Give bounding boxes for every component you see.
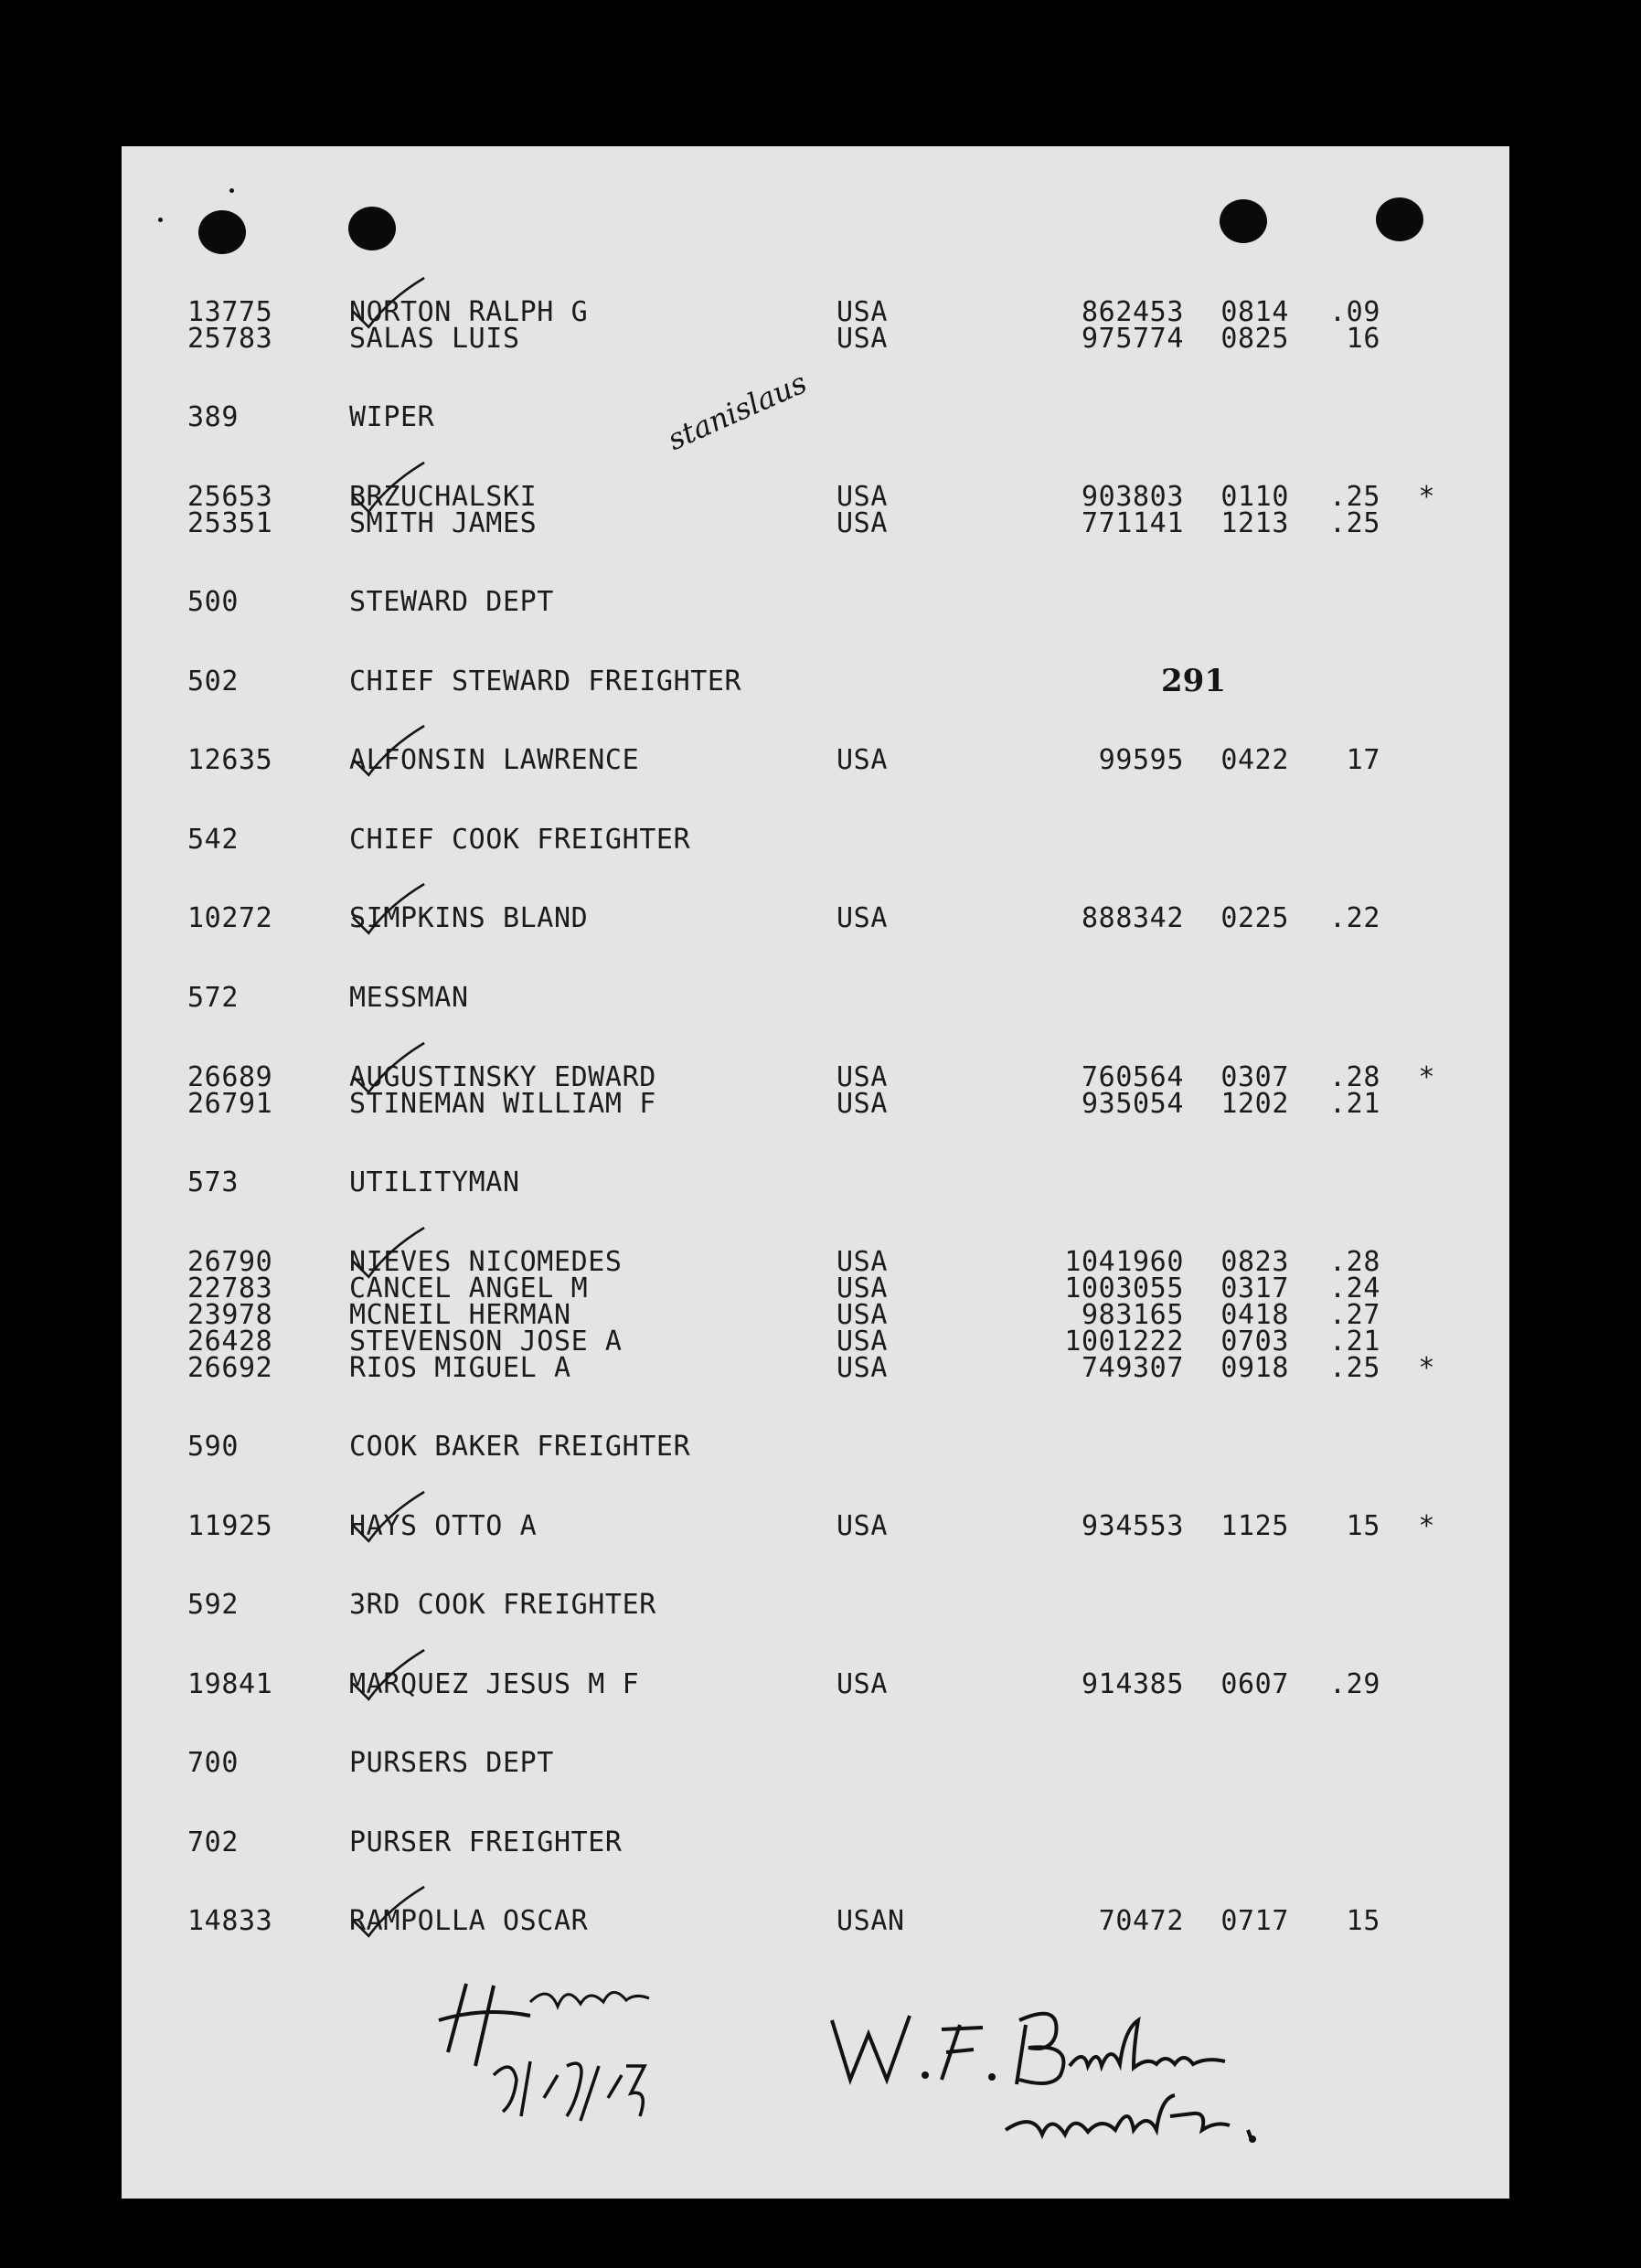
heading-title: 3RD COOK FREIGHTER xyxy=(349,1589,656,1621)
checkmark-icon xyxy=(338,1644,439,1704)
nationality: USA xyxy=(836,1326,888,1358)
rate-value: .25 xyxy=(1329,1352,1380,1384)
rate-value: 15 xyxy=(1346,1905,1380,1937)
entry-number: 26428 xyxy=(187,1326,273,1358)
crew-name: STINEMAN WILLIAM F xyxy=(349,1088,656,1120)
nationality: USAN xyxy=(836,1905,905,1937)
asterisk-mark: * xyxy=(1418,1352,1435,1384)
entry-number: 25653 xyxy=(187,481,273,513)
heading-title: COOK BAKER FREIGHTER xyxy=(349,1431,691,1463)
signature-smith xyxy=(430,1965,731,2139)
nationality: USA xyxy=(836,296,888,328)
document-id: 975774 xyxy=(1082,323,1184,355)
crew-name: MCNEIL HERMAN xyxy=(349,1299,571,1331)
entry-number: 22783 xyxy=(187,1272,273,1304)
checkmark-icon xyxy=(338,878,439,938)
rate-value: .28 xyxy=(1329,1246,1380,1278)
date-code: 1125 xyxy=(1220,1510,1289,1542)
entry-number: 26791 xyxy=(187,1088,273,1120)
crew-name: SIMPKINS BLAND xyxy=(349,902,589,934)
nationality: USA xyxy=(836,1088,888,1120)
crew-name: NIEVES NICOMEDES xyxy=(349,1246,623,1278)
entry-number: 26689 xyxy=(187,1061,273,1093)
date-code: 0823 xyxy=(1220,1246,1289,1278)
rate-value: .25 xyxy=(1329,507,1380,539)
date-code: 0307 xyxy=(1220,1061,1289,1093)
document-id: 983165 xyxy=(1082,1299,1184,1331)
document-id: 760564 xyxy=(1082,1061,1184,1093)
heading-title: PURSER FREIGHTER xyxy=(349,1826,623,1858)
page-stamp-number: 291 xyxy=(1161,663,1226,699)
rate-value: .25 xyxy=(1329,481,1380,513)
crew-name: STEVENSON JOSE A xyxy=(349,1326,623,1358)
document-id: 749307 xyxy=(1082,1352,1184,1384)
entry-number: 389 xyxy=(187,401,239,433)
entry-number: 700 xyxy=(187,1747,239,1779)
nationality: USA xyxy=(836,1246,888,1278)
entry-number: 26790 xyxy=(187,1246,273,1278)
date-code: 0317 xyxy=(1220,1272,1289,1304)
nationality: USA xyxy=(836,1352,888,1384)
document-id: 914385 xyxy=(1082,1668,1184,1700)
date-code: 0825 xyxy=(1220,323,1289,355)
crew-name: BRZUCHALSKI xyxy=(349,481,538,513)
entry-number: 25351 xyxy=(187,507,273,539)
date-code: 0814 xyxy=(1220,296,1289,328)
rate-value: 15 xyxy=(1346,1510,1380,1542)
rate-value: .21 xyxy=(1329,1088,1380,1120)
rate-value: .28 xyxy=(1329,1061,1380,1093)
date-code: 1213 xyxy=(1220,507,1289,539)
nationality: USA xyxy=(836,1510,888,1542)
nationality: USA xyxy=(836,902,888,934)
entry-number: 702 xyxy=(187,1826,239,1858)
nationality: USA xyxy=(836,1668,888,1700)
crew-name: SMITH JAMES xyxy=(349,507,538,539)
date-code: 0918 xyxy=(1220,1352,1289,1384)
heading-title: CHIEF STEWARD FREIGHTER xyxy=(349,665,742,697)
nationality: USA xyxy=(836,323,888,355)
rate-value: .21 xyxy=(1329,1326,1380,1358)
document-id: 1001222 xyxy=(1064,1326,1184,1358)
checkmark-icon xyxy=(338,1880,439,1941)
entry-number: 25783 xyxy=(187,323,273,355)
crew-name: HAYS OTTO A xyxy=(349,1510,538,1542)
rate-value: .09 xyxy=(1329,296,1380,328)
document-id: 771141 xyxy=(1082,507,1184,539)
document-id: 1041960 xyxy=(1064,1246,1184,1278)
rate-value: .29 xyxy=(1329,1668,1380,1700)
date-code: 0717 xyxy=(1220,1905,1289,1937)
date-code: 0607 xyxy=(1220,1668,1289,1700)
entry-number: 19841 xyxy=(187,1668,273,1700)
entry-number: 592 xyxy=(187,1589,239,1621)
checkmark-icon xyxy=(338,1485,439,1546)
crew-name: CANCEL ANGEL M xyxy=(349,1272,589,1304)
nationality: USA xyxy=(836,1299,888,1331)
entry-number: 10272 xyxy=(187,902,273,934)
nationality: USA xyxy=(836,507,888,539)
heading-title: MESSMAN xyxy=(349,982,469,1014)
speck xyxy=(158,218,163,222)
document-id: 888342 xyxy=(1082,902,1184,934)
rate-value: .24 xyxy=(1329,1272,1380,1304)
date-code: 1202 xyxy=(1220,1088,1289,1120)
crew-name: AUGUSTINSKY EDWARD xyxy=(349,1061,656,1093)
date-code: 0110 xyxy=(1220,481,1289,513)
asterisk-mark: * xyxy=(1418,1061,1435,1093)
nationality: USA xyxy=(836,481,888,513)
crew-name: ALFONSIN LAWRENCE xyxy=(349,744,640,776)
heading-title: WIPER xyxy=(349,401,435,433)
heading-title: CHIEF COOK FREIGHTER xyxy=(349,824,691,856)
heading-title: PURSERS DEPT xyxy=(349,1747,554,1779)
rate-value: 17 xyxy=(1346,744,1380,776)
document-page xyxy=(122,146,1509,2199)
signature-master-title xyxy=(1006,2121,1156,2167)
punch-hole-2 xyxy=(348,207,396,250)
document-id: 934553 xyxy=(1082,1510,1184,1542)
signature-smith-date xyxy=(475,2057,631,2103)
date-code: 0422 xyxy=(1220,744,1289,776)
entry-number: 572 xyxy=(187,982,239,1014)
punch-hole-1 xyxy=(198,210,246,254)
document-id: 1003055 xyxy=(1064,1272,1184,1304)
asterisk-mark: * xyxy=(1418,481,1435,513)
crew-name: MARQUEZ JESUS M F xyxy=(349,1668,640,1700)
document-id: 862453 xyxy=(1082,296,1184,328)
nationality: USA xyxy=(836,1061,888,1093)
entry-number: 12635 xyxy=(187,744,273,776)
crew-name: RIOS MIGUEL A xyxy=(349,1352,571,1384)
entry-number: 23978 xyxy=(187,1299,273,1331)
crew-name: SALAS LUIS xyxy=(349,323,520,355)
crew-name: NORTON RALPH G xyxy=(349,296,589,328)
document-id: 935054 xyxy=(1082,1088,1184,1120)
nationality: USA xyxy=(836,744,888,776)
date-code: 0225 xyxy=(1220,902,1289,934)
entry-number: 500 xyxy=(187,586,239,618)
rate-value: 16 xyxy=(1346,323,1380,355)
document-id: 99595 xyxy=(1098,744,1184,776)
handwritten-note: stanislaus xyxy=(662,365,812,457)
document-id: 70472 xyxy=(1098,1905,1184,1937)
nationality: USA xyxy=(836,1272,888,1304)
punch-hole-3 xyxy=(1220,199,1267,243)
entry-number: 14833 xyxy=(187,1905,273,1937)
asterisk-mark: * xyxy=(1418,1510,1435,1542)
date-code: 0703 xyxy=(1220,1326,1289,1358)
entry-number: 590 xyxy=(187,1431,239,1463)
rate-value: .27 xyxy=(1329,1299,1380,1331)
heading-title: STEWARD DEPT xyxy=(349,586,554,618)
entry-number: 26692 xyxy=(187,1352,273,1384)
punch-hole-4 xyxy=(1376,197,1423,241)
crew-name: RAMPOLLA OSCAR xyxy=(349,1905,589,1937)
date-code: 0418 xyxy=(1220,1299,1289,1331)
document-id: 903803 xyxy=(1082,481,1184,513)
entry-number: 11925 xyxy=(187,1510,273,1542)
entry-number: 573 xyxy=(187,1166,239,1198)
heading-title: UTILITYMAN xyxy=(349,1166,520,1198)
entry-number: 13775 xyxy=(187,296,273,328)
speck xyxy=(229,188,234,193)
entry-number: 542 xyxy=(187,824,239,856)
rate-value: .22 xyxy=(1329,902,1380,934)
entry-number: 502 xyxy=(187,665,239,697)
checkmark-icon xyxy=(338,719,439,780)
